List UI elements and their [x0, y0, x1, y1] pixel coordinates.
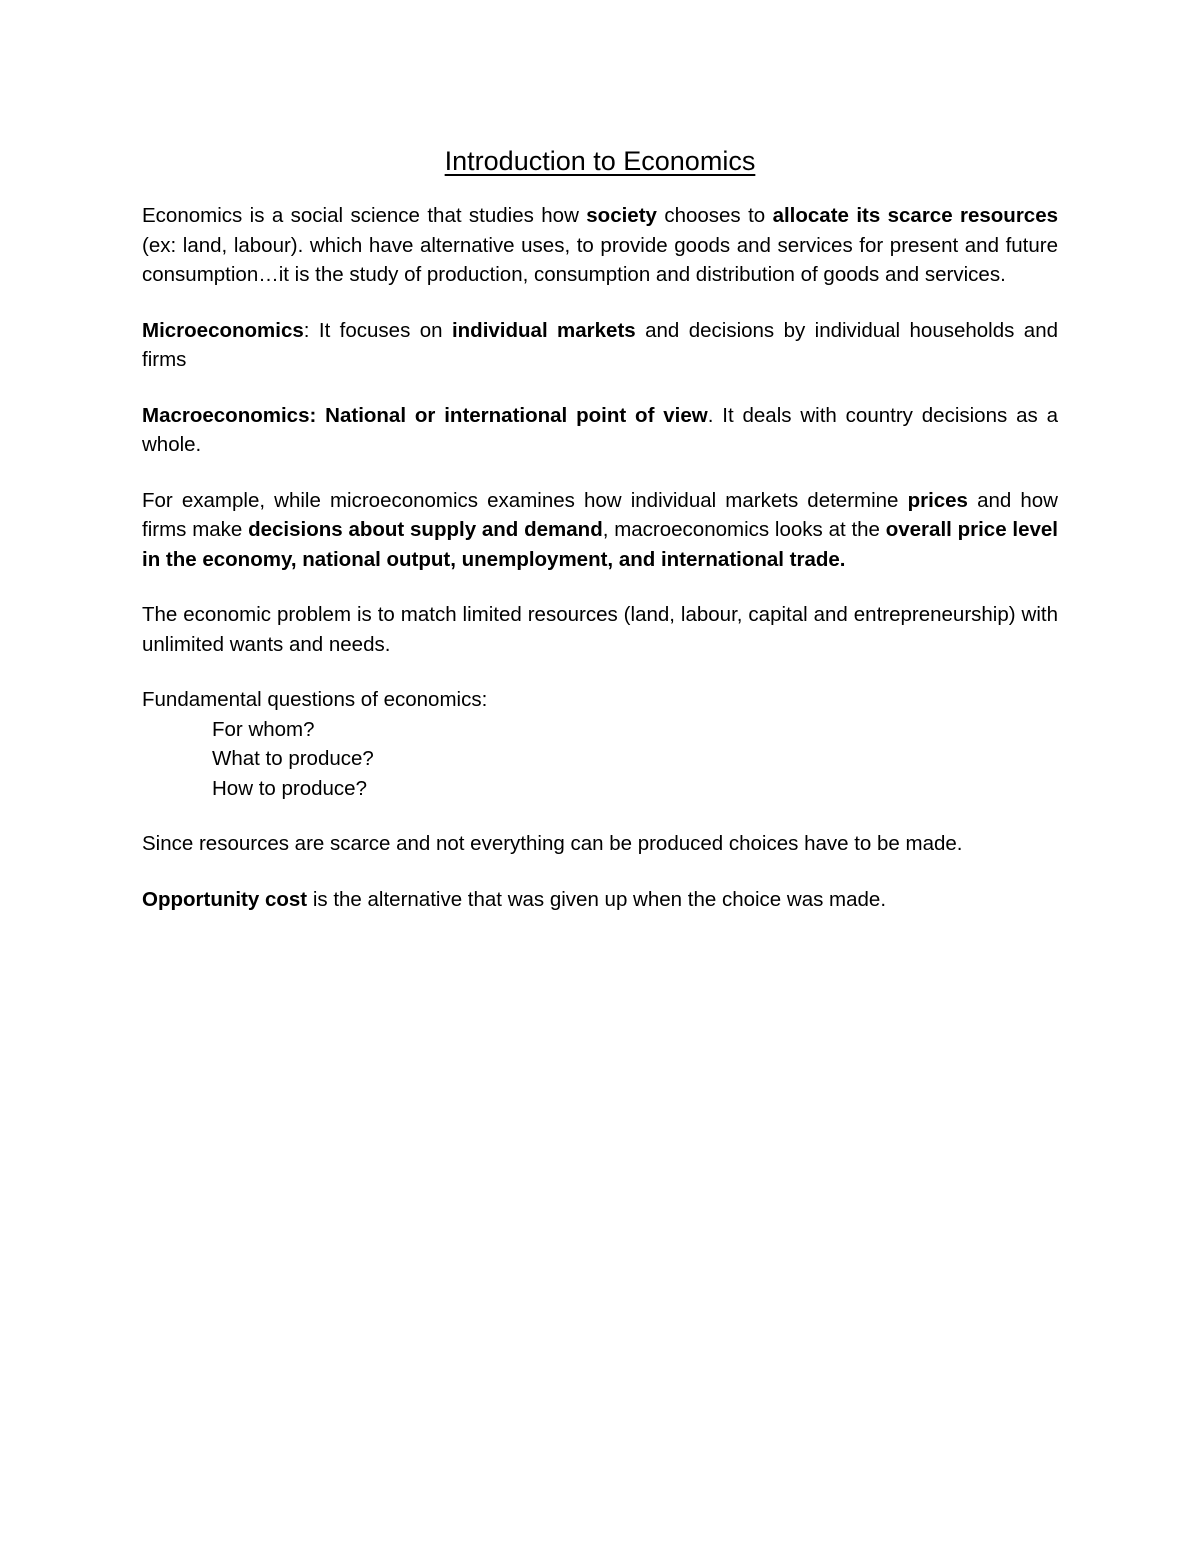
- document-body: [142, 143, 1058, 940]
- question-item: How to produce?: [212, 776, 367, 800]
- paragraph-example: [142, 486, 1058, 575]
- paragraph-macroeconomics: [142, 401, 1058, 460]
- text-span: . It deals with country decisions as a whole.: [142, 403, 1058, 456]
- bold-term: Microeconomics: [142, 318, 304, 342]
- text-span: , macroeconomics looks at the: [602, 518, 886, 541]
- text-span: : It focuses on: [303, 318, 452, 342]
- question-item: What to produce?: [212, 747, 374, 770]
- bold-term: society: [586, 204, 657, 227]
- paragraph-definition: [142, 201, 1058, 290]
- bold-term: decisions about supply and demand: [248, 518, 603, 541]
- questions-heading: Fundamental questions of economics:: [142, 688, 488, 711]
- bold-term: prices: [907, 488, 968, 512]
- question-item: For whom?: [212, 717, 315, 741]
- paragraph-microeconomics: [142, 316, 1058, 375]
- paragraph-scarcity: Since resources are scarce and not everything can be produced choices have to be made.: [142, 832, 963, 855]
- bold-term: overall price level in the economy, national output, unemployment, and international trade.: [142, 518, 1058, 571]
- text-span: chooses to: [656, 204, 773, 227]
- text-span: is the alternative that was given up when the choice was made.: [307, 887, 887, 911]
- bold-term: allocate its scarce resources: [772, 204, 1059, 227]
- fundamental-questions: [142, 685, 1058, 803]
- text-span: (ex: land, labour). which have alternative uses, to provide goods and services for present and future consumption…it is the study of production, consumption and distribution of goods and services.: [142, 233, 1058, 286]
- paragraph-opportunity-cost: [142, 885, 1058, 915]
- text-span: For example, while microeconomics examines how individual markets determine: [142, 488, 908, 512]
- document-title: Introduction to Economics: [444, 146, 756, 176]
- bold-term: Macroeconomics: National or international point of view: [142, 403, 708, 427]
- paragraph-economic-problem: The economic problem is to match limited resources (land, labour, capital and entrepreneurship) with unlimited wants and needs.: [142, 603, 1058, 656]
- text-span: and decisions by individual households and firms: [142, 318, 1058, 371]
- bold-term: individual markets: [451, 318, 636, 342]
- text-span: Economics is a social science that studies how: [142, 204, 587, 227]
- bold-term: Opportunity cost: [142, 887, 308, 911]
- text-span: and how firms make: [142, 488, 1058, 541]
